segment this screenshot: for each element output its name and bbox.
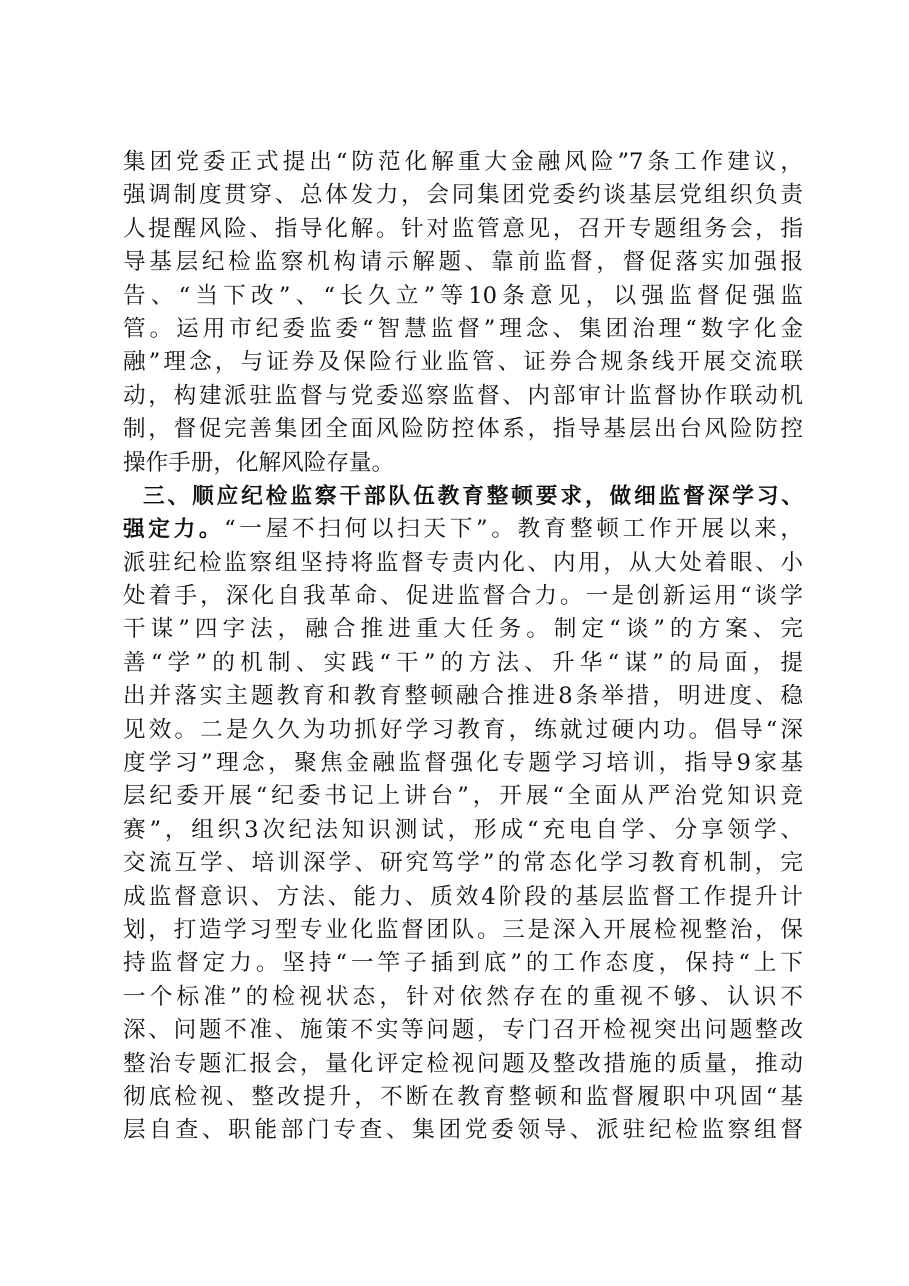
- text-line: 层自查、职能部门专查、集团党委领导、派驻纪检监察组督: [123, 1117, 803, 1144]
- text-line: 派驻纪检监察组坚持将监督专责内化、内用，从大处着眼、小: [123, 549, 803, 576]
- text-line: 层纪委开展“纪委书记上讲台”，开展“全面从严治党知识竞: [123, 783, 803, 810]
- text-line: 告、“当下改”、“长久立”等10条意见，以强监督促强监: [123, 282, 803, 309]
- text-line: 一个标准”的检视状态，针对依然存在的重视不够、认识不: [123, 983, 803, 1010]
- text-line: 人提醒风险、指导化解。针对监管意见，召开专题组务会，指: [123, 215, 803, 242]
- text-line: 处着手，深化自我革命、促进监督合力。一是创新运用“谈学: [123, 583, 803, 610]
- text-line: 强调制度贯穿、总体发力，会同集团党委约谈基层党组织负责: [123, 182, 803, 209]
- text-line: 彻底检视、整改提升，不断在教育整顿和监督履职中巩固“基: [123, 1083, 803, 1110]
- text-line: 赛”，组织3次纪法知识测试，形成“充电自学、分享领学、: [123, 816, 803, 843]
- text-line: 出并落实主题教育和教育整顿融合推进8条举措，明进度、稳: [123, 683, 803, 710]
- section-heading-continuation: [123, 513, 803, 546]
- section-heading: 三、顺应纪检监察干部队伍教育整顿要求，做细监督深学习、: [143, 483, 803, 509]
- text-line: 干谋”四字法，融合推进重大任务。制定“谈”的方案、完: [123, 616, 803, 643]
- section-heading-end: 强定力。: [123, 517, 225, 543]
- text-line: 持监督定力。坚持“一竿子插到底”的工作态度，保持“上下: [123, 950, 803, 977]
- text-line: 操作手册，化解风险存量。: [123, 449, 395, 476]
- text-line: 融”理念，与证券及保险行业监管、证券合规条线开展交流联: [123, 349, 803, 376]
- text-line: 动，构建派驻监督与党委巡察监督、内部审计监督协作联动机: [123, 382, 803, 409]
- text-line: 导基层纪检监察机构请示解题、靠前监督，督促落实加强报: [123, 249, 803, 276]
- text-line: 深、问题不准、施策不实等问题，专门召开检视突出问题整改: [123, 1017, 803, 1044]
- text-line: 整治专题汇报会，量化评定检视问题及整改措施的质量，推动: [123, 1050, 803, 1077]
- text-line: 制，督促完善集团全面风险防控体系，指导基层出台风险防控: [123, 416, 803, 443]
- document-body: [123, 146, 803, 1148]
- text-line: 善“学”的机制、实践“干”的方法、升华“谋”的局面，提: [123, 649, 803, 676]
- text-line: 成监督意识、方法、能力、质效4阶段的基层监督工作提升计: [123, 883, 803, 910]
- text-line: 度学习”理念，聚焦金融监督强化专题学习培训，指导9家基: [123, 750, 803, 777]
- text-line: 管。运用市纪委监委“智慧监督”理念、集团治理“数字化金: [123, 315, 803, 342]
- text-line: 集团党委正式提出“防范化解重大金融风险”7条工作建议，: [123, 149, 803, 175]
- text-line: 划，打造学习型专业化监督团队。三是深入开展检视整治，保: [123, 916, 803, 943]
- heading-followup-text: “一屋不扫何以扫天下”。教育整顿工作开展以来，: [224, 516, 803, 543]
- text-line: 见效。二是久久为功抓好学习教育，练就过硬内功。倡导“深: [123, 716, 803, 743]
- text-line: 交流互学、培训深学、研究笃学”的常态化学习教育机制，完: [123, 850, 803, 877]
